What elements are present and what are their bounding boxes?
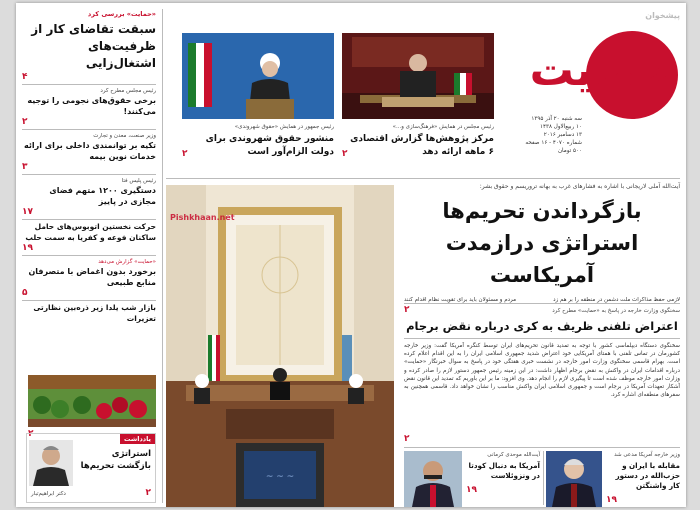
story-zarif-rule	[404, 338, 680, 339]
left-item-4[interactable]	[22, 222, 156, 253]
photo-president-graphic	[182, 33, 334, 119]
photo-president	[182, 33, 334, 119]
left-item-1[interactable]	[22, 87, 156, 127]
bottom-left-page: ۱۹	[466, 485, 477, 495]
main-sub-right: لازمی حفظ مذاکرات ملت دشمن در منطقه را بر هم زد	[553, 297, 680, 303]
left-item-1-page: ۲	[22, 117, 28, 127]
main-sub-left: مردم و مسئولان باید برای تقویت نظام اقدام کنند	[404, 297, 517, 303]
photo-columnist-graphic	[29, 440, 73, 486]
left-column	[22, 9, 156, 324]
bottom-right-page: ۱۹	[606, 495, 617, 505]
story-zarif-kicker: سخنگوی وزارت خارجه در پاسخ به «حمایت» مطرح کرد	[552, 308, 680, 314]
left-rule-3	[22, 219, 156, 220]
main-page: ۲	[404, 305, 410, 315]
left-item-5-headline: برخورد بدون اغماض با متصرفان منابع طبیعی	[28, 267, 156, 287]
left-item-6[interactable]	[22, 303, 156, 324]
note-box	[26, 433, 156, 503]
story-zarif-headline[interactable]: اعتراض تلفنی ظریف به کری درباره نقض برجام	[406, 319, 678, 333]
photo-yalda-market	[28, 375, 156, 427]
top-story-2-page: ۲	[342, 149, 348, 159]
site-watermark-text: Pishkhaan.net	[170, 213, 235, 222]
main-headline-line1[interactable]: بازگرداندن تحریم‌ها	[442, 199, 642, 223]
top-story-2-kicker: رئیس مجلس در همایش «فرهنگ‌سازی و...»	[392, 124, 494, 130]
left-rule-5	[22, 300, 156, 301]
left-item-3-headline: دستگیری ۱۲۰۰ متهم فضای مجازی در پاییز	[49, 186, 156, 206]
left-rule-4	[22, 255, 156, 256]
issue-number: شماره ۴۰۷۰ - ۱۶ صفحه	[525, 140, 582, 146]
left-item-2[interactable]	[22, 132, 156, 172]
note-author: دکتر ابراهیم‌تبار	[31, 491, 66, 497]
left-item-2-headline: تکیه بر توانمندی داخلی برای ارائه خدمات نوین بیمه	[24, 141, 156, 161]
story-zarif-body: سخنگوی دستگاه دیپلماسی کشور با توجه به تمدید قانون تحریم‌های ایران توسط کنگره آمریکا گفت: وزیر خارجه کشورمان در تماس تلفنی با همتای آمریکایی خود اعتراض شدید جمهوری اسلامی ایران را به این اقدام اعلام کرده است. بهرام قاسمی سخنگوی وزارت امور خارجه در نشست خبری هفتگی خود در پاسخ به سوال خبرنگار «حمایت» درباره اقدامات ایران در واکنش به نقض برجام اظهار داشت: در این زمینه رئیس جمهور دستور لازم را صادر کرده و وزارت امور خارجه موظف شده است تا پیگیری لازم را انجام دهد. وی افزود: ما بر این باوریم که تمدید این قانون نقض آشکار تعهدات آمریکا در برجام است و جمهوری اسلامی ایران واکنش مناسب را نشان خواهد داد. قاسمی همچنین به سفرهای منطقه‌ای اشاره کرد.	[404, 343, 680, 399]
top-story-1-kicker: رئیس جمهور در همایش «حقوق شهروندی»	[234, 124, 334, 130]
main-story	[404, 183, 680, 315]
left-item-4-headline: حرکت نخستین اتوبوس‌های حامل ساکنان فوعه و کفریا به سمت حلب	[25, 222, 156, 242]
rule-above-bottom	[404, 447, 680, 448]
svg-text:~ ~ ~: ~ ~ ~	[265, 472, 295, 482]
main-headline-line2[interactable]: استراتژی درازمدت آمریکاست	[445, 231, 639, 287]
date-block	[512, 115, 582, 155]
corner-watermark-text: پیشخوان	[645, 11, 680, 20]
bottom-divider	[543, 451, 544, 505]
left-item-6-page: ۲	[28, 429, 34, 439]
left-lead-headline[interactable]: سبقت تقاضای کار از ظرفیت‌های اشتغال‌زایی	[31, 22, 156, 70]
bottom-right-headline[interactable]: مقابله با ایران و حزب‌الله در دستور کار واشنگتن	[615, 461, 680, 490]
left-rule-0	[22, 84, 156, 85]
date-solar: سه شنبه ۲۰ آذر ۱۳۹۵	[531, 116, 582, 122]
left-item-3[interactable]	[22, 177, 156, 217]
left-item-4-page: ۱۹	[22, 243, 33, 253]
bottom-right-text	[606, 451, 680, 505]
bottom-left-kicker: آیت‌الله موحدی کرمانی	[487, 452, 540, 458]
date-gregorian: ۱۳ دسامبر ۲۰۱۶	[543, 132, 582, 138]
note-headline[interactable]: استراتژی بازگشت تحریم‌ها	[80, 449, 151, 471]
logo-overlay	[520, 41, 680, 101]
note-label: یادداشت	[120, 434, 155, 444]
left-column-divider	[162, 9, 163, 503]
left-item-6-headline: بازار شب یلدا زیر ذره‌بین نظارتی تعزیرات	[33, 303, 156, 323]
masthead	[512, 23, 680, 173]
left-rule-1	[22, 129, 156, 130]
newspaper-front-page	[16, 3, 686, 507]
price: ۵۰۰ تومان	[557, 148, 582, 154]
photo-kerry	[546, 451, 602, 507]
logo-wordmark: حمایت	[529, 45, 671, 96]
bottom-right-story	[546, 451, 680, 507]
left-rule-2	[22, 174, 156, 175]
left-item-5-page: ۵	[22, 288, 28, 298]
photo-columnist	[29, 440, 73, 486]
photo-maduro	[404, 451, 462, 507]
note-page: ۲	[145, 488, 151, 498]
top-story-1-headline[interactable]: منشور حقوق شهروندی برای دولت الزام‌آور است	[205, 134, 334, 157]
story-zarif	[404, 307, 680, 444]
bottom-left-headline[interactable]: آمریکا به دنبال کودتا در ونزوئلاست	[468, 461, 540, 480]
photo-parliament-graphic	[342, 33, 494, 119]
top-story-2	[342, 123, 494, 159]
story-zarif-page: ۲	[404, 434, 410, 444]
left-item-3-kicker: رئیس پلیس فتا	[121, 178, 156, 184]
left-item-1-headline: برخی حقوق‌های نجومی را توجیه می‌کنند!	[27, 96, 156, 116]
left-item-2-kicker: وزیر صنعت، معدن و تجارت	[93, 133, 156, 139]
bottom-left-text	[466, 451, 540, 495]
left-item-3-page: ۱۷	[22, 207, 33, 217]
top-story-2-headline[interactable]: مرکز پژوهش‌ها گزارش اقتصادی ۶ ماهه ارائه دهد	[350, 134, 494, 157]
photo-maduro-graphic	[404, 451, 462, 507]
rule-under-main	[404, 303, 680, 304]
left-item-5-kicker: «حمایت» گزارش می‌دهد	[98, 259, 156, 265]
site-watermark	[170, 213, 235, 222]
date-lunar: ۱۰ ربیع‌الاول ۱۴۳۸	[539, 124, 582, 130]
bottom-left-story	[404, 451, 540, 507]
left-item-5[interactable]	[22, 258, 156, 298]
photo-judiciary-meeting	[166, 185, 394, 507]
main-kicker: آیت‌الله آملی لاریجانی با اشاره به فشارهای غرب به بهانه تروریسم و حقوق بشر:	[479, 183, 680, 190]
photo-yalda-graphic	[28, 375, 156, 427]
bottom-right-kicker: وزیر خارجه آمریکا مدعی شد	[614, 452, 680, 458]
corner-watermark	[645, 11, 680, 20]
left-item-1-kicker: رئیس مجلس مطرح کرد	[100, 88, 156, 94]
photo-judiciary-graphic	[166, 185, 394, 507]
left-item-2-page: ۳	[22, 162, 28, 172]
left-lead-page: ۴	[22, 72, 28, 82]
photo-kerry-graphic	[546, 451, 602, 507]
top-story-1	[182, 123, 334, 159]
rule-under-top	[166, 178, 680, 179]
left-lead-kicker: «حمایت» بررسی کرد	[87, 10, 156, 18]
top-story-1-page: ۲	[182, 149, 188, 159]
photo-parliament-speaker	[342, 33, 494, 119]
